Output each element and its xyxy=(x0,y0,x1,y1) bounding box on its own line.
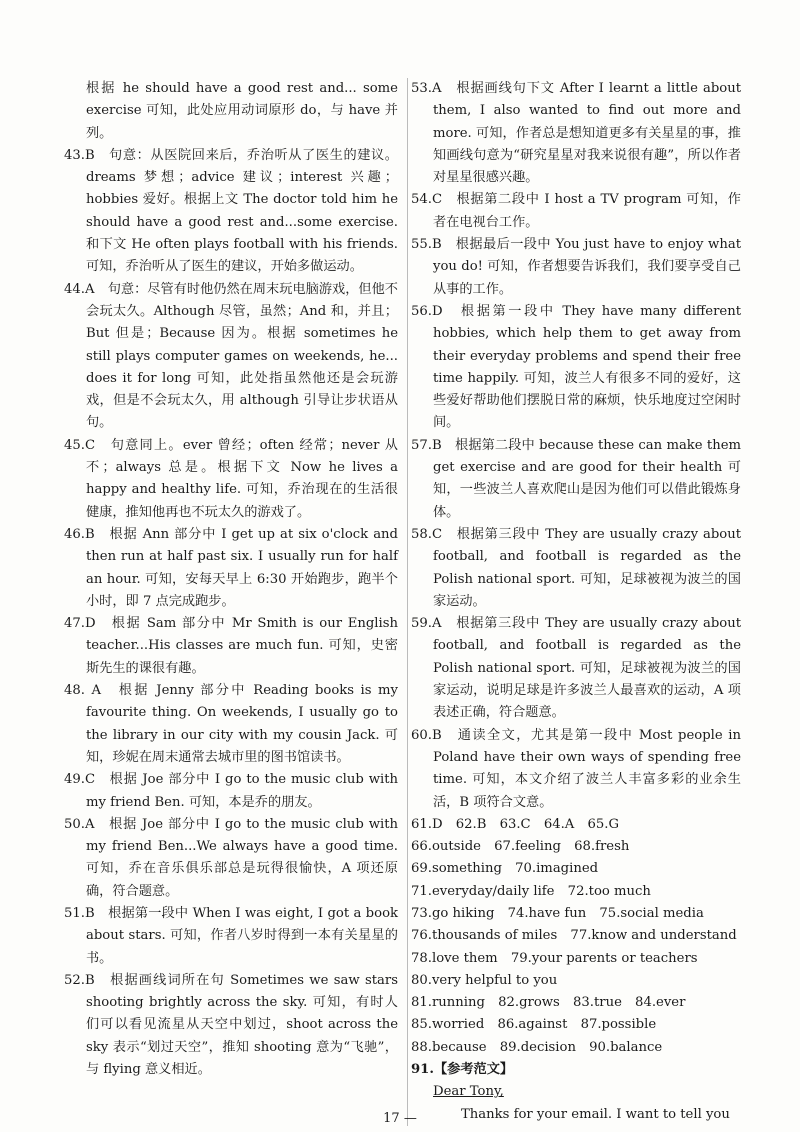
answer-54: 54.C 根据第二段中 I host a TV program 可知，作者在电视台工作。 xyxy=(411,192,741,230)
answer-55: 55.B 根据最后一段中 You just have to enjoy what you do! 可知，作者想要告诉我们，我们要享受自己从事的工作。 xyxy=(411,237,741,297)
answer-60: 60.B 通读全文，尤其是第一段中 Most people in Poland have their own ways of spending free time. 可知，本文介绍了波兰人丰富多彩的业余生活，B 项符合文意。 xyxy=(411,727,741,810)
answer-53: 53.A 根据画线句下文 After I learnt a little about them, I also wanted to find out more and more. 可知，作者总是想知道更多有关星星的事，推知画线句意为“研究星星对我来说很有趣”，所以作者对星星很感兴趣。 xyxy=(411,81,741,186)
answers-88-90: 88.because 89.decision 90.balance xyxy=(411,1039,663,1055)
answer-80: 80.very helpful to you xyxy=(411,972,558,988)
answer-45: 45.C 句意同上。ever 曾经；often 经常；never 从不；always 总是。根据下文 Now he lives a happy and healthy life. 可知，乔治现在的生活很健康，推知他再也不玩太久的游戏了。 xyxy=(64,437,398,520)
answers-78-79: 78.love them 79.your parents or teachers xyxy=(411,950,698,966)
answer-46: 46.B 根据 Ann 部分中 I get up at six o'clock and then run at half past six. I usually run for half an hour. 可知，安每天早上 6:30 开始跑步，跑半个小时，即 7 点完成跑步。 xyxy=(64,526,398,609)
letter-salutation: Dear Tony, xyxy=(433,1084,504,1100)
answer-44: 44.A 句意：尽管有时他仍然在周末玩电脑游戏，但他不会玩太久。Although 尽管，虽然；And 和，并且；But 但是；Because 因为。根据 sometimes he still plays computer games on weekends, he... does it for long 可知，此处指虽然他还是会玩游戏，但是不会玩太久，用 although 引导让步状语从句。 xyxy=(64,281,398,431)
answer-57: 57.B 根据第二段中 because these can make them get exercise and are good for their health 可知，一些波兰人喜欢爬山是因为他们可以借此锻炼身体。 xyxy=(411,437,741,520)
page-number: 17 — xyxy=(383,1111,417,1126)
left-column xyxy=(64,78,398,1081)
answers-61-65: 61.D 62.B 63.C 64.A 65.G xyxy=(411,816,620,832)
answers-81-84: 81.running 82.grows 83.true 84.ever xyxy=(411,995,686,1011)
answers-71-72: 71.everyday/daily life 72.too much xyxy=(411,883,651,899)
answer-58: 58.C 根据第三段中 They are usually crazy about football, and football is regarded as the Polish national sport. 可知，足球被视为波兰的国家运动。 xyxy=(411,526,741,609)
letter-first-line: Thanks for your email. I want to tell you xyxy=(461,1106,730,1122)
answer-48: 48. A 根据 Jenny 部分中 Reading books is my favourite thing. On weekends, I usually go to the library in our city with my cousin Jack. 可知，珍妮在周末通常去城市里的图书馆读书。 xyxy=(64,683,398,765)
answers-76-77: 76.thousands of miles 77.know and understand xyxy=(411,928,737,944)
answers-85-87: 85.worried 86.against 87.possible xyxy=(411,1017,657,1033)
answer-50: 50.A 根据 Joe 部分中 I go to the music club with my friend Ben...We always have a good time. 可知，乔在音乐俱乐部总是玩得很愉快，A 项还原确，符合题意。 xyxy=(64,816,398,899)
sample-essay-heading: 91.【参考范文】 xyxy=(411,1062,514,1078)
answers-69-70: 69.something 70.imagined xyxy=(411,861,599,877)
answer-59: 59.A 根据第三段中 They are usually crazy about football, and football is regarded as the Polish national sport. 可知，足球被视为波兰的国家运动，说明足球是许多波兰人最喜欢的运动，A 项表述正确，符合题意。 xyxy=(411,616,741,721)
answers-66-68: 66.outside 67.feeling 68.fresh xyxy=(411,839,630,855)
right-column xyxy=(407,78,741,1126)
answer-49: 49.C 根据 Joe 部分中 I go to the music club with my friend Ben. 可知，本是乔的朋友。 xyxy=(64,772,398,810)
answer-56: 56.D 根据第一段中 They have many different hobbies, which help them to get away from their everyday problems and spend their free time happily. 可知，波兰人有很多不同的爱好，这些爱好帮助他们摆脱日常的麻烦，快乐地度过空闲时间。 xyxy=(411,303,741,431)
answer-continuation: 根据 he should have a good rest and... some exercise 可知，此处应用动词原形 do，与 have 并列。 xyxy=(86,81,398,141)
answer-43: 43.B 句意：从医院回来后，乔治听从了医生的建议。dreams 梦想；advice 建议；interest 兴趣；hobbies 爱好。根据上文 The doctor told him he should have a good rest and...some exercise. 和下文 He often plays football with his friends. 可知，乔治听从了医生的建议，开始多做运动。 xyxy=(64,147,398,275)
answer-51: 51.B 根据第一段中 When I was eight, I got a book about stars. 可知，作者八岁时得到一本有关星星的书。 xyxy=(64,905,398,966)
answer-52: 52.B 根据画线词所在句 Sometimes we saw stars shooting brightly across the sky. 可知，有时人们可以看见流星从天空中划过，shoot across the sky 表示“划过天空”，推知 shooting 意为“飞驰”，与 flying 意义相近。 xyxy=(64,972,398,1078)
answer-47: 47.D 根据 Sam 部分中 Mr Smith is our English teacher...His classes are much fun. 可知，史密斯先生的课很有趣。 xyxy=(64,616,398,676)
answers-73-75: 73.go hiking 74.have fun 75.social media xyxy=(411,905,704,921)
